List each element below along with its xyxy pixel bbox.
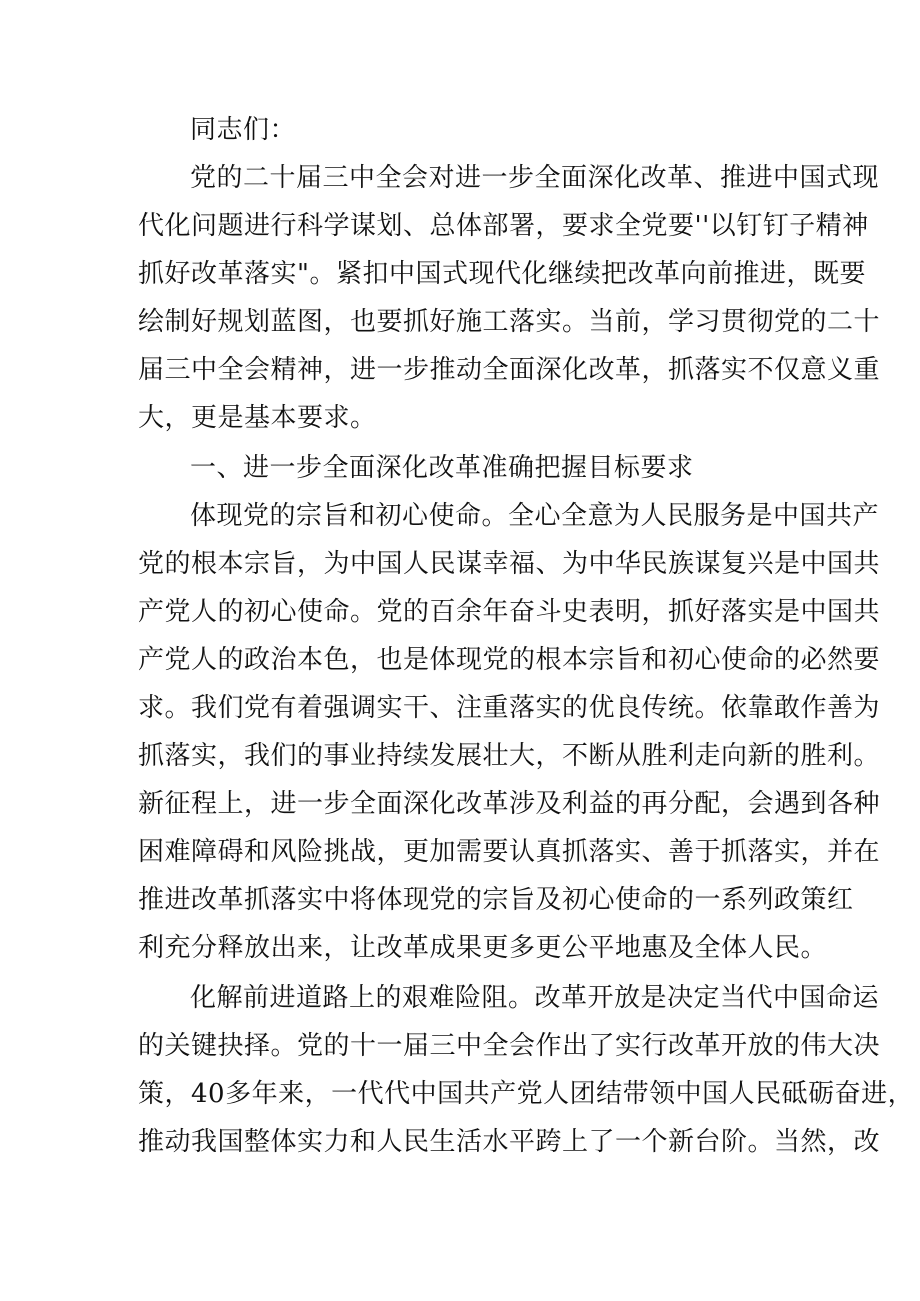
paragraph-line: 绘制好规划蓝图，也要抓好施工落实。当前，学习贯彻党的二十 [138,307,881,337]
paragraph-line: 体现党的宗旨和初心使命。全心全意为人民服务是中国共产 [190,501,880,531]
paragraph-line: 代化问题进行科学谋划、总体部署，要求全党要''以钉钉子精神 [138,211,869,241]
section-heading: 一、进一步全面深化改革准确把握目标要求 [190,453,694,483]
paragraph-line: 利充分释放出来，让改革成果更多更公平地惠及全体人民。 [138,933,828,963]
salutation: 同志们： [190,115,297,145]
paragraph-line: 化解前进道路上的艰难险阻。改革开放是决定当代中国命运 [190,983,880,1013]
paragraph-line: 党的根本宗旨，为中国人民谋幸福、为中华民族谋复兴是中国共 [138,549,881,579]
paragraph-line: 产党人的初心使命。党的百余年奋斗史表明，抓好落实是中国共 [138,597,881,627]
paragraph-line: 大，更是基本要求。 [138,403,377,433]
paragraph-line: 产党人的政治本色，也是体现党的根本宗旨和初心使命的必然要 [138,645,881,675]
paragraph-line: 困难障碍和风险挑战，更加需要认真抓落实、善于抓落实，并在 [138,837,881,867]
paragraph-line: 求。我们党有着强调实干、注重落实的优良传统。依靠敢作善为 [138,693,881,723]
paragraph-line: 抓落实，我们的事业持续发展壮大，不断从胜利走向新的胜利。 [138,741,881,771]
paragraph-line: 党的二十届三中全会对进一步全面深化改革、推进中国式现 [190,163,880,193]
paragraph-line: 的关键抉择。党的十一届三中全会作出了实行改革开放的伟大决 [138,1031,881,1061]
paragraph-line: 抓好改革落实"。紧扣中国式现代化继续把改革向前推进，既要 [138,259,866,289]
paragraph-line: 推进改革抓落实中将体现党的宗旨及初心使命的一系列政策红 [138,885,854,915]
paragraph-line: 策，40多年来，一代代中国共产党人团结带领中国人民砥砺奋进， [138,1079,915,1109]
paragraph-line: 新征程上，进一步全面深化改革涉及利益的再分配，会遇到各种 [138,789,881,819]
paragraph-line: 推动我国整体实力和人民生活水平跨上了一个新台阶。当然，改 [138,1127,881,1157]
paragraph-line: 届三中全会精神，进一步推动全面深化改革，抓落实不仅意义重 [138,355,881,385]
